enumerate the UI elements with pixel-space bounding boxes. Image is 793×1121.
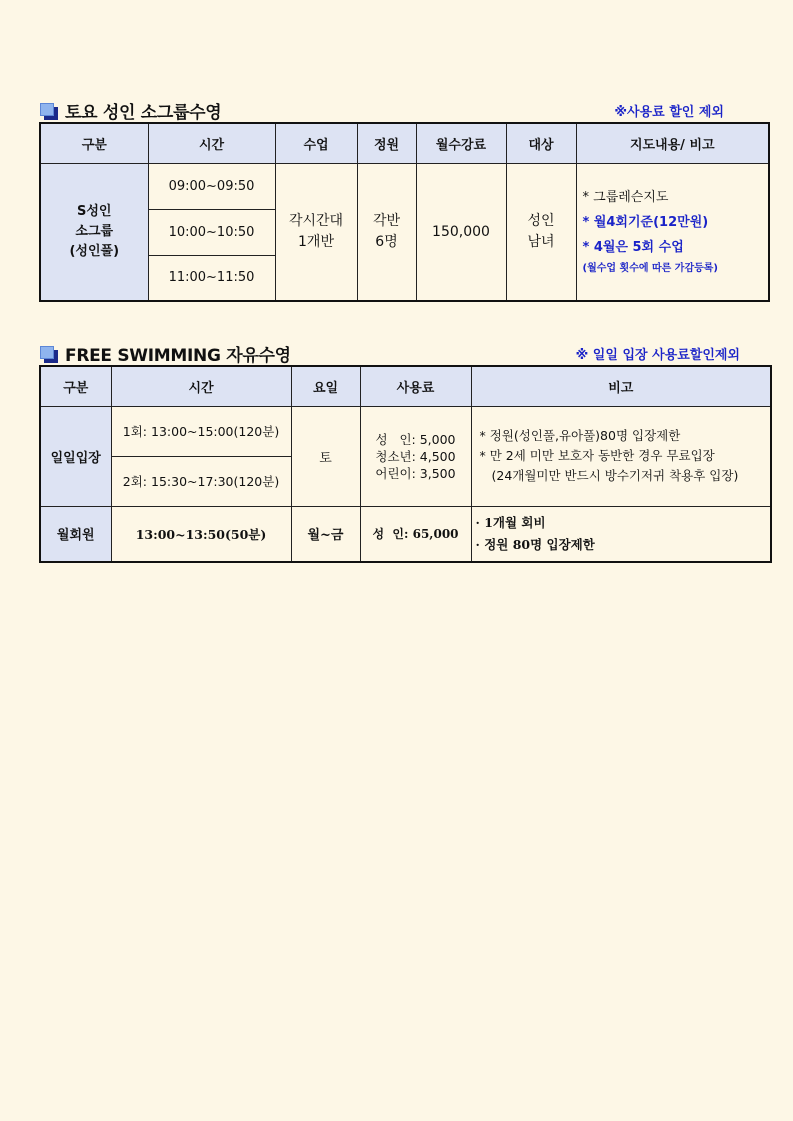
daily-notes-cell	[471, 406, 771, 506]
note-line: * 정원(성인풀,유아풀)80명 입장제한	[479, 428, 681, 443]
class-line: 각시간대	[288, 212, 344, 229]
note-line: * 그룹레슨지도	[582, 190, 669, 206]
time-cell: 11:00~11:50	[148, 255, 275, 301]
header-cell: 정원	[357, 123, 416, 163]
square-bullet-icon	[40, 346, 58, 362]
fee-line: 어린이: 3,500	[375, 465, 456, 481]
session-cell: 2회: 15:30~17:30(120분)	[111, 456, 291, 506]
monthly-fee-cell: 성 인: 65,000	[360, 506, 471, 562]
table-row	[40, 506, 771, 562]
section2-title: FREE SWIMMING 자유수영	[65, 346, 291, 366]
note-line: * 만 2세 미만 보호자 동반한 경우 무료입장	[479, 448, 715, 463]
target-line: 남녀	[527, 233, 555, 250]
target-cell	[506, 163, 576, 301]
fee-cell: 150,000	[416, 163, 506, 301]
header-cell: 대상	[506, 123, 576, 163]
note-line: · 정원 80명 입장제한	[475, 536, 595, 552]
daily-fee-cell	[360, 406, 471, 506]
class-cell	[275, 163, 357, 301]
header-cell: 월수강료	[416, 123, 506, 163]
header-cell: 비고	[471, 366, 771, 406]
category-cell	[40, 163, 148, 301]
fee-line: 청소년: 4,500	[375, 448, 456, 464]
header-cell: 요일	[291, 366, 360, 406]
session-cell: 1회: 13:00~15:00(120분)	[111, 406, 291, 456]
monthly-notes-cell	[471, 506, 771, 562]
section1-note: ※사용료 할인 제외	[614, 105, 724, 120]
class-line: 1개반	[298, 233, 334, 250]
note-line: (월수업 횟수에 따른 가감등록)	[582, 263, 719, 275]
daily-label-cell: 일일입장	[40, 406, 111, 506]
monthly-time-cell: 13:00~13:50(50분)	[111, 506, 291, 562]
header-cell: 구분	[40, 123, 148, 163]
header-cell: 사용료	[360, 366, 471, 406]
table-row	[40, 163, 769, 209]
header-cell: 시간	[111, 366, 291, 406]
section1-title: 토요 성인 소그룹수영	[65, 103, 222, 123]
capacity-line: 6명	[375, 233, 398, 250]
monthly-day-cell: 월~금	[291, 506, 360, 562]
note-line: * 4월은 5회 수업	[582, 240, 684, 256]
saturday-group-table	[39, 122, 770, 302]
time-cell: 10:00~10:50	[148, 209, 275, 255]
category-line: S성인	[77, 203, 112, 219]
table-header-row	[40, 366, 771, 406]
section2-note: ※ 일일 입장 사용료할인제외	[575, 348, 740, 363]
square-bullet-icon	[40, 103, 58, 119]
target-line: 성인	[527, 212, 555, 229]
category-line: 소그룹	[75, 223, 114, 239]
table-row	[40, 406, 771, 456]
time-cell: 09:00~09:50	[148, 163, 275, 209]
category-line: (성인풀)	[69, 243, 120, 259]
capacity-line: 각반	[372, 212, 401, 229]
fee-line: 성 인: 5,000	[375, 431, 456, 447]
header-cell: 구분	[40, 366, 111, 406]
section1-header	[40, 98, 770, 123]
header-cell: 지도내용/ 비고	[576, 123, 769, 163]
note-line: * 월4회기준(12만원)	[582, 215, 709, 231]
monthly-label-cell: 월회원	[40, 506, 111, 562]
note-line: · 1개월 회비	[475, 514, 546, 530]
capacity-cell	[357, 163, 416, 301]
section2-header	[40, 341, 770, 366]
note-line: (24개월미만 반드시 방수기저귀 착용후 입장)	[491, 468, 739, 483]
free-swimming-table	[39, 365, 772, 563]
table-header-row	[40, 123, 769, 163]
header-cell: 시간	[148, 123, 275, 163]
day-cell: 토	[291, 406, 360, 506]
notes-cell	[576, 163, 769, 301]
header-cell: 수업	[275, 123, 357, 163]
